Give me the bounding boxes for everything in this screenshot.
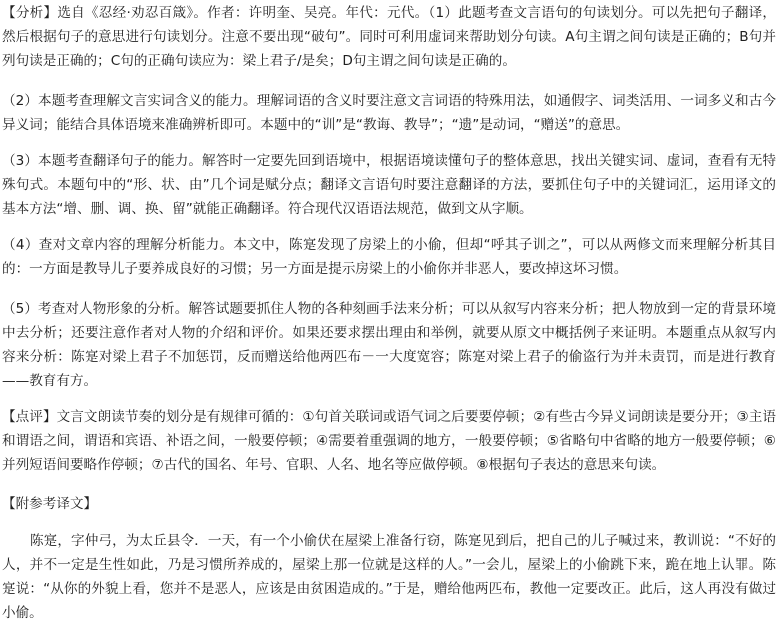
translation-heading: 【附参考译文】 <box>2 496 98 512</box>
translation-paragraph: 陈寔，字仲弓，为太丘县令．一天，有一个小偷伏在屋梁上准备行窃，陈寔见到后，把自己的儿子喊过来，教训说：“不好的人，并不一定是生性如此，乃是习惯所养成的，屋梁上那一位就是这样的人。”一会儿，屋梁上的小偷跳下来，跪在地上认罪。陈寔说：“从你的外貌上看，您并不是恶人，应该是由贫困造成的。”于是，赠给他两匹布，教他一定要改正。此后，这人再没有做过小偷。 <box>2 533 776 621</box>
analysis-paragraph-4: （4）查对文章内容的理解分析能力。本文中，陈寔发现了房梁上的小偷，但却“呼其子训之”，可以从两修文而来理解分析其目的：一方面是教导儿子要养成良好的习惯；另一方面是提示房梁上的小偷你并非恶人，要改掉这坏习惯。 <box>2 237 776 277</box>
analysis-paragraph-2: （2）本题考查理解文言实词含义的能力。理解词语的含义时要注意文言词语的特殊用法，如通假字、词类活用、一词多义和古今异义词；能结合具体语境来准确辨析即可。本题中的“训”是“教诲、教导”；“遗”是动词，“赠送”的意思。 <box>2 93 776 133</box>
comment-paragraph: 【点评】文言文朗读节奏的划分是有规律可循的：①句首关联词或语气词之后要要停顿；②有些古今异义词朗读是要分开；③主语和谓语之间，谓语和宾语、补语之间，一般要停顿；④需要着重强调的地方，一般要停顿；⑤省略句中省略的地方一般要停顿；⑥并列短语间要略作停顿；⑦古代的国名、年号、官职、人名、地名等应做停顿。⑧根据句子表达的意思来句读。 <box>2 409 776 473</box>
analysis-paragraph-5: （5）考查对人物形象的分析。解答试题要抓住人物的各种刻画手法来分析；可以从叙写内容来分析；把人物放到一定的背景环境中去分析；还要注意作者对人物的介绍和评价。如果还要求摆出理由和举例，就要从原文中概括例子来证明。本题重点从叙写内容来分析：陈寔对梁上君子不加惩罚，反而赠送给他两匹布－一大度宽容；陈寔对梁上君子的偷盗行为并未责罚，而是进行教育——教育有方。 <box>2 301 776 389</box>
analysis-paragraph-3: （3）本题考查翻译句子的能力。解答时一定要先回到语境中，根据语境读懂句子的整体意思，找出关键实词、虚词，查看有无特殊句式。本题句中的“形、状、由”几个词是赋分点；翻译文言语句时要注意翻译的方法，要抓住句子中的关键词汇，运用译文的基本方法“增、删、调、换、留”就能正确翻译。符合现代汉语语法规范，做到文从字顺。 <box>2 153 776 217</box>
analysis-paragraph-1: 【分析】选自《忍经·劝忍百箴》。作者：许明奎、吴亮。年代：元代。（1）此题考查文言语句的句读划分。可以先把句子翻译，然后根据句子的意思进行句读划分。注意不要出现“破句”。同时可利用虚词来帮助划分句读。A句主谓之间句读是正确的；B句并列句读是正确的；C句的正确句读应为：梁上君子/是矣；D句主谓之间句读是正确的。 <box>2 5 776 69</box>
